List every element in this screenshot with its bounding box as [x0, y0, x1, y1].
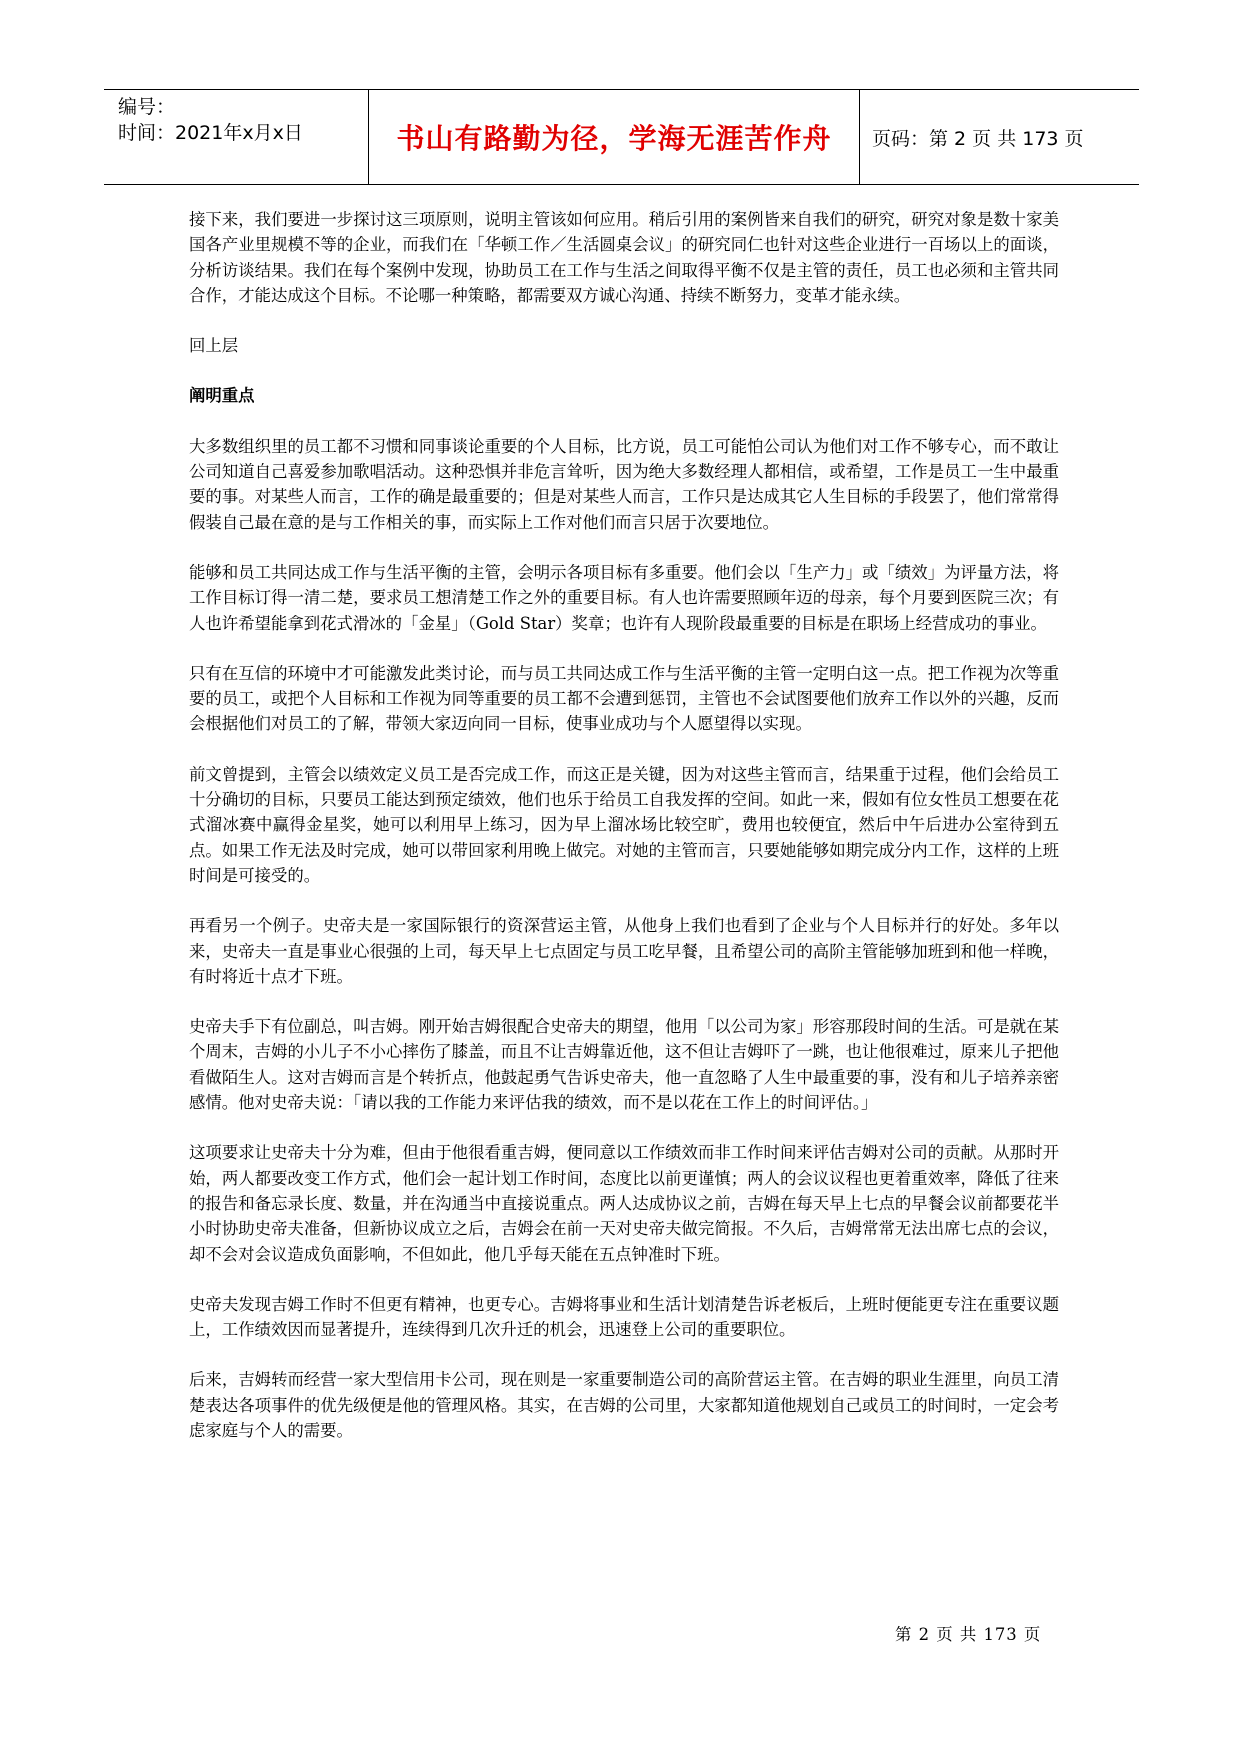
paragraph: 再看另一个例子。史帝夫是一家国际银行的资深营运主管，从他身上我们也看到了企业与个人目标并行的好处。多年以来，史帝夫一直是事业心很强的上司，每天早上七点固定与员工吃早餐，且希望公司的高阶主管能够加班到和他一样晚，有时将近十点才下班。 [189, 916, 1059, 986]
paragraph: 能够和员工共同达成工作与生活平衡的主管，会明示各项目标有多重要。他们会以「生产力」或「绩效」为评量方法，将工作目标订得一清二楚，要求员工想清楚工作之外的重要目标。有人也许需要照顾年迈的母亲，每个月要到医院三次；有人也许希望能拿到花式滑冰的「金星」（Gold Star）奖章；也许有人现阶段最重要的目标是在职场上经营成功的事业。 [189, 562, 1059, 633]
paragraph: 接下来，我们要进一步探讨这三项原则，说明主管该如何应用。稍后引用的案例皆来自我们的研究，研究对象是数十家美国各产业里规模不等的企业，而我们在「华顿工作／生活圆桌会议」的研究同仁也针对这些企业进行一百场以上的面谈，分析访谈结果。我们在每个案例中发现，协助员工在工作与生活之间取得平衡不仅是主管的责任，员工也必须和主管共同合作，才能达成这个目标。不论哪一种策略，都需要双方诚心沟通、持续不断努力，变革才能永续。 [189, 210, 1059, 305]
page-header [104, 89, 1139, 185]
paragraph: 这项要求让史帝夫十分为难，但由于他很看重吉姆，便同意以工作绩效而非工作时间来评估吉姆对公司的贡献。从那时开始，两人都要改变工作方式，他们会一起计划工作时间，态度比以前更谨慎；两人的会议议程也更着重效率，降低了往来的报告和备忘录长度、数量，并在沟通当中直接说重点。两人达成协议之前，吉姆在每天早上七点的早餐会议前都要花半小时协助史帝夫准备，但新协议成立之后，吉姆会在前一天对史帝夫做完简报。不久后，吉姆常常无法出席七点的会议，却不会对会议造成负面影响，不但如此，他几乎每天能在五点钟准时下班。 [189, 1143, 1059, 1264]
section-title: 阐明重点 [189, 386, 255, 406]
paragraph: 史帝夫发现吉姆工作时不但更有精神，也更专心。吉姆将事业和生活计划清楚告诉老板后，上班时便能更专注在重要议题上，工作绩效因而显著提升，连续得到几次升迁的机会，迅速登上公司的重要职位。 [189, 1294, 1059, 1340]
header-motto: 书山有路勤为径，学海无涯苦作舟 [368, 90, 860, 184]
document-body [189, 207, 1059, 1468]
header-page-label: 页码：第 2 页 共 173 页 [872, 127, 1084, 150]
page-footer: 第 2 页 共 173 页 [895, 1625, 1042, 1644]
paragraph: 只有在互信的环境中才可能激发此类讨论，而与员工共同达成工作与生活平衡的主管一定明白这一点。把工作视为次等重要的员工，或把个人目标和工作视为同等重要的员工都不会遭到惩罚，主管也不会试图要他们放弃工作以外的兴趣，反而会根据他们对员工的了解，带领大家迈向同一目标，使事业成功与个人愿望得以实现。 [189, 663, 1059, 734]
document-number-label: 编号： [118, 96, 176, 118]
header-meta [104, 90, 368, 184]
date-label: 时间：2021年x月x日 [118, 122, 303, 144]
back-link[interactable]: 回上层 [189, 336, 239, 356]
paragraph: 前文曾提到，主管会以绩效定义员工是否完成工作，而这正是关键，因为对这些主管而言，结果重于过程，他们会给员工十分确切的目标，只要员工能达到预定绩效，他们也乐于给员工自我发挥的空间。如此一来，假如有位女性员工想要在花式溜冰赛中赢得金星奖，她可以利用早上练习，因为早上溜冰场比较空旷，费用也较便宜，然后中午后进办公室待到五点。如果工作无法及时完成，她可以带回家利用晚上做完。对她的主管而言，只要她能够如期完成分内工作，这样的上班时间是可接受的。 [189, 764, 1059, 885]
paragraph: 史帝夫手下有位副总，叫吉姆。刚开始吉姆很配合史帝夫的期望，他用「以公司为家」形容那段时间的生活。可是就在某个周末，吉姆的小儿子不小心摔伤了膝盖，而且不让吉姆靠近他，这不但让吉姆吓了一跳，也让他很难过，原来儿子把他看做陌生人。这对吉姆而言是个转折点，他鼓起勇气告诉史帝夫，他一直忽略了人生中最重要的事，没有和儿子培养亲密感情。他对史帝夫说：「请以我的工作能力来评估我的绩效，而不是以花在工作上的时间评估。」 [189, 1017, 1059, 1113]
paragraph: 后来，吉姆转而经营一家大型信用卡公司，现在则是一家重要制造公司的高阶营运主管。在吉姆的职业生涯里，向员工清楚表达各项事件的优先级便是他的管理风格。其实，在吉姆的公司里，大家都知道他规划自己或员工的时间时，一定会考虑家庭与个人的需要。 [189, 1370, 1059, 1440]
paragraph: 大多数组织里的员工都不习惯和同事谈论重要的个人目标，比方说，员工可能怕公司认为他们对工作不够专心，而不敢让公司知道自己喜爱参加歌唱活动。这种恐惧并非危言耸听，因为绝大多数经理人都相信，或希望，工作是员工一生中最重要的事。对某些人而言，工作的确是最重要的；但是对某些人而言，工作只是达成其它人生目标的手段罢了，他们常常得假装自己最在意的是与工作相关的事，而实际上工作对他们而言只居于次要地位。 [189, 436, 1059, 532]
